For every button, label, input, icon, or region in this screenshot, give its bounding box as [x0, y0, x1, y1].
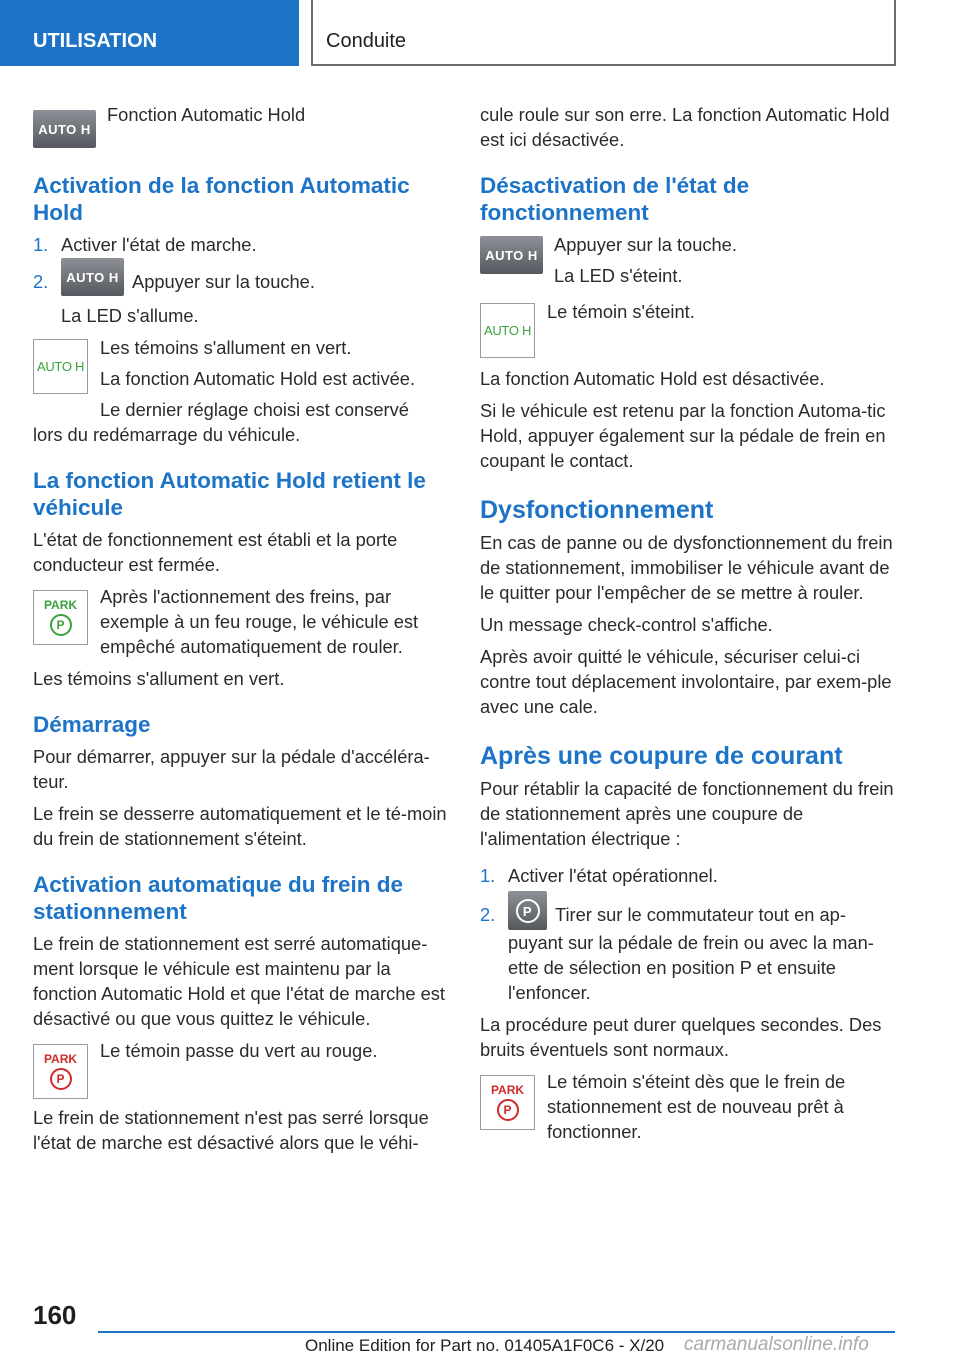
heading-activation: Activation de la fonction Automatic Hold — [33, 173, 410, 225]
lamps-green-text: Les témoins s'allument en vert. — [100, 337, 352, 359]
continued-text: cule roule sur son erre. La fonction Automatic Hold est ici désactivée. — [480, 104, 890, 150]
edition-text: Online Edition for Part no. 01405A1F0C6 - X/20 — [305, 1336, 665, 1355]
park-red-row — [33, 1038, 451, 1098]
led-on-text: La LED s'allume. — [61, 305, 199, 327]
lamp-off-row — [480, 299, 898, 359]
start-text-2: Le frein se desserre automatiquement et le té-moin du frein de stationnement s'éteint. — [33, 803, 447, 850]
heading-start: Démarrage — [33, 712, 151, 738]
heading-malfunction: Dysfonctionnement — [480, 496, 714, 524]
step-text: Appuyer sur la touche. — [132, 271, 315, 292]
step-text: Activer l'état de marche. — [61, 234, 257, 255]
not-engaged-text: Le frein de stationnement n'est pas serré lorsque l'état de marche est désactivé alors que le véhi- — [33, 1107, 429, 1154]
malfunction-text: En cas de panne ou de dysfonctionnement du frein de stationnement, immobiliser le véhicule avant de le quitter pour l'empêcher de se mettre à rouler. — [480, 532, 893, 603]
step-1 — [33, 232, 451, 257]
power-text: Pour rétablir la capacité de fonctionnement du frein de stationnement après une coupure de l'alimentation électrique : — [480, 778, 894, 849]
parking-brake-switch-icon: P — [508, 891, 547, 930]
power-step-2 — [480, 902, 898, 1005]
held-text: Si le véhicule est retenu par la fonction Automa-tic Hold, appuyer également sur la pédale de frein en coupant le contact. — [480, 400, 886, 471]
last-setting-text: Le dernier réglage choisi est conservé — [100, 399, 409, 421]
lamps-green-text-2: Les témoins s'allument en vert. — [33, 668, 285, 690]
step-text: Tirer sur le commutateur tout en ap-puyant sur la pédale de frein ou avec la man-ette de sélection en position P et ensuite l'enfoncer. — [508, 904, 874, 1003]
lamp-red-text: Le témoin passe du vert au rouge. — [100, 1040, 378, 1062]
step-text: Activer l'état opérationnel. — [508, 865, 718, 886]
check-control-text: Un message check-control s'affiche. — [480, 614, 773, 635]
step-number: 2. — [480, 904, 496, 925]
holds-text: L'état de fonctionnement est établi et la porte conducteur est fermée. — [33, 529, 398, 576]
auto-hold-lamp-icon: AUTO H — [480, 303, 535, 358]
led-off-text: La LED s'éteint. — [554, 265, 683, 286]
activated-text: La fonction Automatic Hold est activée. — [100, 368, 416, 390]
start-text-1: Pour démarrer, appuyer sur la pédale d'accéléra-teur. — [33, 746, 430, 793]
park-text: Après l'actionnement des freins, par exemple à un feu rouge, le véhicule est empêché automatiquement de rouler. — [100, 586, 419, 658]
step-number: 1. — [33, 234, 49, 255]
auto-hold-intro — [33, 102, 451, 152]
heading-power-cut: Après une coupure de courant — [480, 742, 843, 770]
ready-text: Le témoin s'éteint dès que le frein de stationnement est de nouveau prêt à fonctionner. — [547, 1070, 846, 1142]
auto-hold-key-icon: AUTO H — [61, 258, 124, 296]
heading-auto-park: Activation automatique du frein de stationnement — [33, 872, 404, 925]
procedure-text: La procédure peut durer quelques secondes. Des bruits éventuels sont normaux. — [480, 1013, 882, 1060]
park-lamp-red-icon: PARK P — [33, 1044, 88, 1099]
power-step-1 — [480, 863, 898, 888]
auto-hold-lamp-icon: AUTO H — [33, 339, 88, 394]
footer-divider — [98, 1331, 895, 1333]
auto-park-text: Le frein de stationnement est serré automatique-ment lorsque le véhicule est maintenu par la fonction Automatic Hold et que l'état de marche est désactivé ou que vous quittez le véhicule. — [33, 933, 446, 1030]
section-tab: UTILISATION — [0, 0, 299, 66]
secure-text: Après avoir quitté le véhicule, sécuriser celui-ci contre tout déplacement involontaire, par exem-ple avec une cale. — [480, 646, 892, 717]
right-column — [480, 102, 898, 1151]
park-green-row — [33, 584, 451, 659]
step-2 — [33, 269, 451, 296]
watermark: carmanualsonline.info — [684, 1334, 869, 1355]
auto-hold-lamp-row — [33, 335, 451, 422]
step-number: 1. — [480, 865, 496, 886]
lamp-off-text: Le témoin s'éteint. — [547, 301, 695, 322]
last-setting-text-2: lors du redémarrage du véhicule. — [33, 424, 301, 446]
subsection-tab: Conduite — [311, 0, 896, 66]
auto-hold-key-icon: AUTO H — [33, 110, 96, 148]
deactivate-key-row — [480, 232, 898, 292]
park-lamp-red-icon: PARK P — [480, 1075, 535, 1130]
heading-holds-vehicle: La fonction Automatic Hold retient le véhicule — [33, 468, 426, 521]
step-number: 2. — [33, 271, 49, 292]
heading-deactivate: Désactivation de l'état de fonctionnement — [480, 173, 750, 225]
park-ready-row — [480, 1069, 898, 1144]
park-lamp-icon: PARK P — [33, 590, 88, 645]
intro-caption: Fonction Automatic Hold — [107, 104, 306, 125]
deactivated-text: La fonction Automatic Hold est désactivée. — [480, 368, 825, 389]
left-column — [33, 102, 451, 1162]
page-number: 160 — [33, 1300, 77, 1330]
press-key-text: Appuyer sur la touche. — [554, 234, 737, 255]
auto-hold-key-icon: AUTO H — [480, 236, 543, 274]
